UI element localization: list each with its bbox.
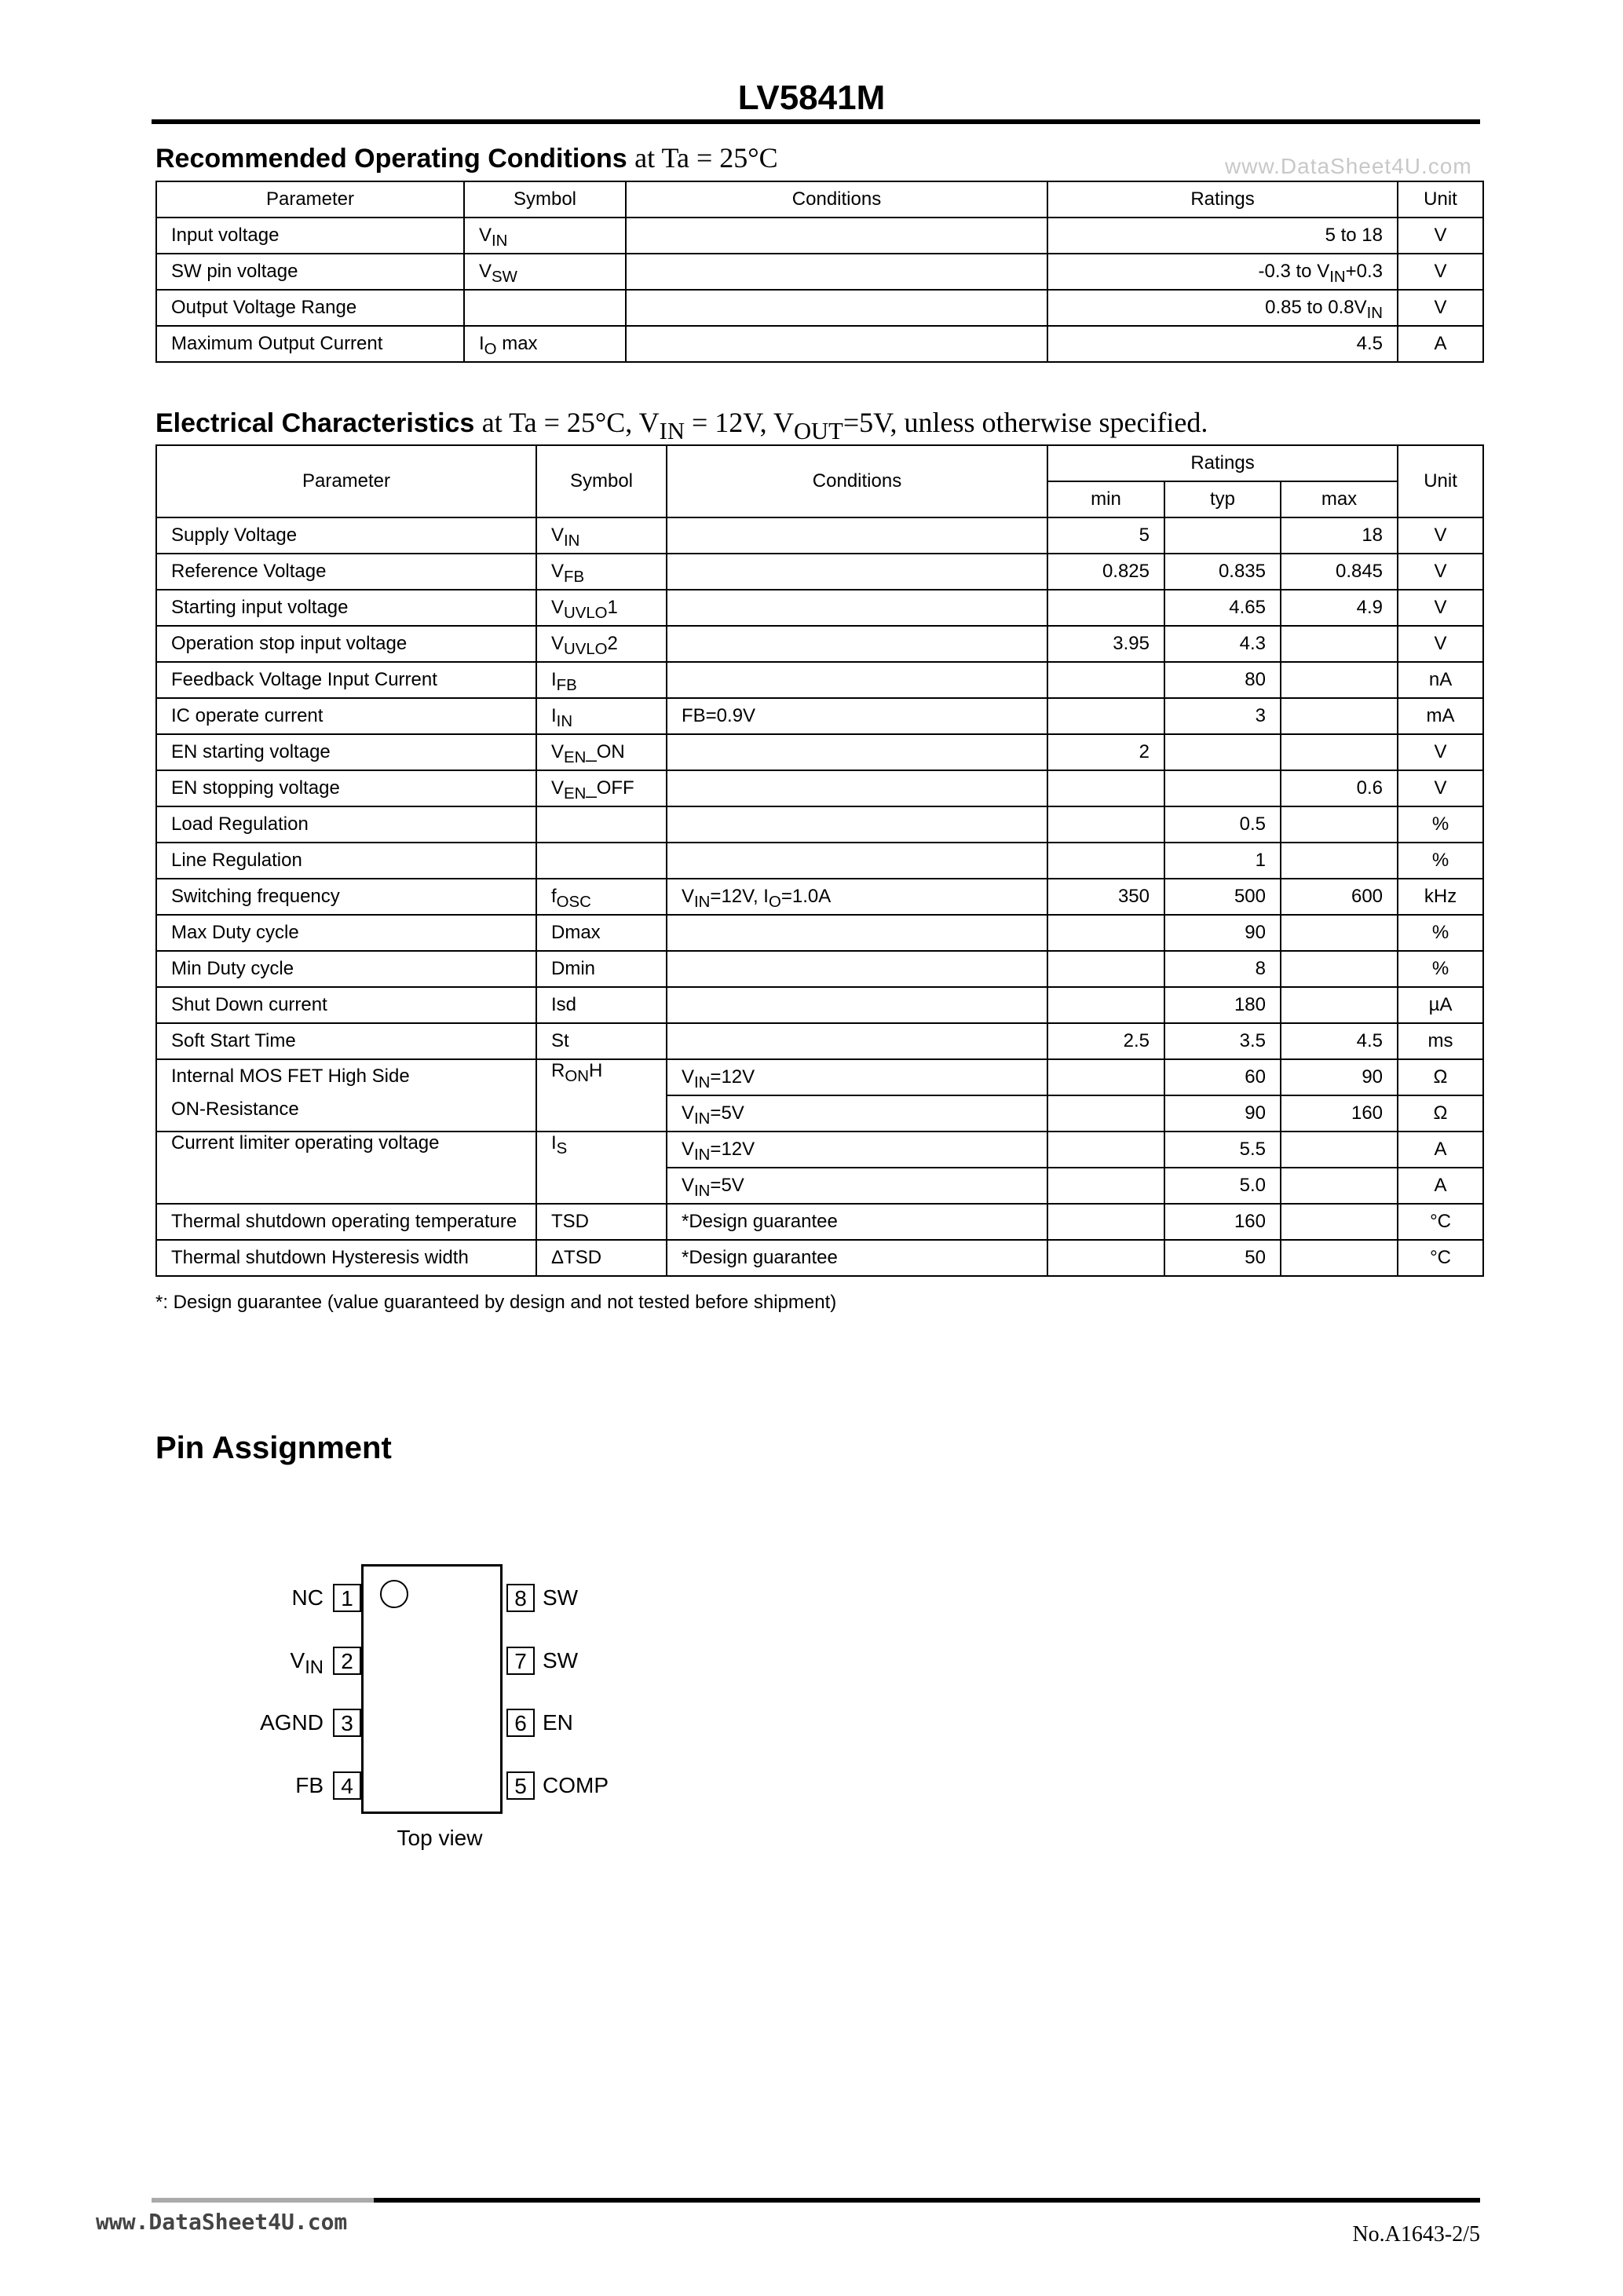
pin-number-1: 1 bbox=[333, 1584, 361, 1612]
table-row bbox=[156, 590, 1483, 626]
symbol-cell: ΔTSD bbox=[536, 1240, 667, 1276]
table-row bbox=[156, 1132, 1483, 1168]
max-cell bbox=[1281, 843, 1398, 879]
table-row bbox=[156, 951, 1483, 987]
footer-rule bbox=[374, 2198, 1480, 2203]
table-row bbox=[156, 843, 1483, 879]
max-cell: 4.9 bbox=[1281, 590, 1398, 626]
min-cell bbox=[1047, 662, 1164, 698]
param-cell: Feedback Voltage Input Current bbox=[156, 662, 536, 698]
min-cell bbox=[1047, 1204, 1164, 1240]
table-row bbox=[156, 626, 1483, 662]
symbol-cell: $I_{FB}$ bbox=[536, 662, 667, 698]
max-cell bbox=[1281, 806, 1398, 843]
min-cell bbox=[1047, 987, 1164, 1023]
roc-col-ratings: Ratings bbox=[1047, 181, 1398, 218]
unit-cell: °C bbox=[1398, 1240, 1483, 1276]
table-row bbox=[156, 662, 1483, 698]
conditions-cell bbox=[667, 951, 1047, 987]
ec-col-parameter: Parameter bbox=[156, 445, 536, 517]
top-view-caption: Top view bbox=[397, 1826, 483, 1850]
conditions-cell bbox=[626, 326, 1047, 362]
design-guarantee-note: *: Design guarantee (value guaranteed by design and not tested before shipment) bbox=[155, 1292, 837, 1313]
unit-cell: A bbox=[1398, 1168, 1483, 1204]
unit-cell: V bbox=[1398, 517, 1483, 554]
roc-table bbox=[155, 181, 1484, 363]
param-cell: Line Regulation bbox=[156, 843, 536, 879]
typ-cell: 500 bbox=[1164, 879, 1281, 915]
min-cell: 3.95 bbox=[1047, 626, 1164, 662]
ec-col-typ: typ bbox=[1164, 481, 1281, 517]
symbol-cell: TSD bbox=[536, 1204, 667, 1240]
min-cell bbox=[1047, 698, 1164, 734]
param-cell: Input voltage bbox=[156, 218, 464, 254]
rating-cell: -0.3 to $V_{IN}+0.3$ bbox=[1047, 254, 1398, 290]
param-cell: Thermal shutdown operating temperature bbox=[156, 1204, 536, 1240]
min-cell bbox=[1047, 915, 1164, 951]
pin-number-2: 2 bbox=[333, 1647, 361, 1675]
symbol-cell: $R_{ON}H$ bbox=[536, 1059, 667, 1132]
table-row bbox=[156, 254, 1483, 290]
roc-condition: at Ta = 25°C bbox=[634, 142, 778, 174]
typ-cell: 90 bbox=[1164, 1095, 1281, 1132]
table-row bbox=[156, 806, 1483, 843]
min-cell bbox=[1047, 1168, 1164, 1204]
ec-title: Electrical Characteristics bbox=[155, 408, 475, 438]
table-row bbox=[156, 879, 1483, 915]
symbol-cell: $V_{IN}$ bbox=[464, 218, 626, 254]
roc-col-parameter: Parameter bbox=[156, 181, 464, 218]
table-row bbox=[156, 734, 1483, 770]
table-row bbox=[156, 290, 1483, 326]
watermark-top: www.DataSheet4U.com bbox=[1225, 154, 1472, 178]
conditions-cell: *Design guarantee bbox=[667, 1240, 1047, 1276]
ec-heading bbox=[155, 406, 1208, 445]
typ-cell: 5.5 bbox=[1164, 1132, 1281, 1168]
max-cell: 0.6 bbox=[1281, 770, 1398, 806]
symbol-cell: $V_{EN}\_ON$ bbox=[536, 734, 667, 770]
unit-cell: V bbox=[1398, 290, 1483, 326]
roc-title: Recommended Operating Conditions bbox=[155, 144, 627, 174]
typ-cell bbox=[1164, 770, 1281, 806]
symbol-cell: $V_{EN}\_OFF$ bbox=[536, 770, 667, 806]
typ-cell: 4.3 bbox=[1164, 626, 1281, 662]
pin-label-4: FB bbox=[295, 1773, 324, 1797]
symbol-cell: Dmin bbox=[536, 951, 667, 987]
pin-number-8: 8 bbox=[506, 1584, 535, 1612]
min-cell: 350 bbox=[1047, 879, 1164, 915]
max-cell bbox=[1281, 987, 1398, 1023]
watermark-bottom: www.DataSheet4U.com bbox=[96, 2209, 348, 2235]
unit-cell: Ω bbox=[1398, 1059, 1483, 1095]
unit-cell: A bbox=[1398, 326, 1483, 362]
typ-cell: 8 bbox=[1164, 951, 1281, 987]
conditions-cell bbox=[667, 1023, 1047, 1059]
min-cell bbox=[1047, 843, 1164, 879]
param-cell: Supply Voltage bbox=[156, 517, 536, 554]
min-cell bbox=[1047, 806, 1164, 843]
typ-cell bbox=[1164, 517, 1281, 554]
max-cell bbox=[1281, 1132, 1398, 1168]
max-cell bbox=[1281, 1168, 1398, 1204]
param-cell: Switching frequency bbox=[156, 879, 536, 915]
typ-cell: 4.65 bbox=[1164, 590, 1281, 626]
ec-col-ratings: Ratings bbox=[1047, 445, 1398, 481]
unit-cell: Ω bbox=[1398, 1095, 1483, 1132]
table-row bbox=[156, 1240, 1483, 1276]
param-cell: Maximum Output Current bbox=[156, 326, 464, 362]
top-rule bbox=[152, 119, 1480, 124]
conditions-cell bbox=[626, 254, 1047, 290]
min-cell: 5 bbox=[1047, 517, 1164, 554]
unit-cell: kHz bbox=[1398, 879, 1483, 915]
min-cell bbox=[1047, 1095, 1164, 1132]
conditions-cell bbox=[667, 554, 1047, 590]
typ-cell: 80 bbox=[1164, 662, 1281, 698]
param-cell: Output Voltage Range bbox=[156, 290, 464, 326]
param-cell: Reference Voltage bbox=[156, 554, 536, 590]
param-cell: SW pin voltage bbox=[156, 254, 464, 290]
typ-cell: 3.5 bbox=[1164, 1023, 1281, 1059]
symbol-cell: Isd bbox=[536, 987, 667, 1023]
unit-cell: V bbox=[1398, 626, 1483, 662]
ec-col-unit: Unit bbox=[1398, 445, 1483, 517]
symbol-cell bbox=[536, 806, 667, 843]
roc-header-row bbox=[156, 181, 1483, 218]
typ-cell: 0.5 bbox=[1164, 806, 1281, 843]
param-cell: Min Duty cycle bbox=[156, 951, 536, 987]
conditions-cell bbox=[667, 517, 1047, 554]
typ-cell: 5.0 bbox=[1164, 1168, 1281, 1204]
max-cell bbox=[1281, 1204, 1398, 1240]
conditions-cell bbox=[667, 734, 1047, 770]
conditions-cell bbox=[667, 626, 1047, 662]
symbol-cell: $V_{IN}$ bbox=[536, 517, 667, 554]
pin-number-7: 7 bbox=[506, 1647, 535, 1675]
unit-cell: % bbox=[1398, 843, 1483, 879]
unit-cell: % bbox=[1398, 806, 1483, 843]
unit-cell: V bbox=[1398, 770, 1483, 806]
param-cell: Thermal shutdown Hysteresis width bbox=[156, 1240, 536, 1276]
ec-header-row bbox=[156, 445, 1483, 481]
max-cell: 600 bbox=[1281, 879, 1398, 915]
param-cell: Current limiter operating voltage bbox=[156, 1132, 536, 1204]
param-cell: Shut Down current bbox=[156, 987, 536, 1023]
unit-cell: % bbox=[1398, 915, 1483, 951]
typ-cell: 3 bbox=[1164, 698, 1281, 734]
max-cell: 18 bbox=[1281, 517, 1398, 554]
conditions-cell bbox=[667, 662, 1047, 698]
pin1-marker-icon bbox=[380, 1580, 408, 1608]
conditions-cell bbox=[667, 806, 1047, 843]
symbol-cell: $I_S$ bbox=[536, 1132, 667, 1204]
roc-col-conditions: Conditions bbox=[626, 181, 1047, 218]
rating-cell: 0.85 to $0.8V_{IN}$ bbox=[1047, 290, 1398, 326]
typ-cell: 0.835 bbox=[1164, 554, 1281, 590]
pin-label-8: SW bbox=[543, 1585, 579, 1610]
max-cell bbox=[1281, 698, 1398, 734]
max-cell: 4.5 bbox=[1281, 1023, 1398, 1059]
pin-label-6: EN bbox=[543, 1710, 573, 1735]
table-row bbox=[156, 517, 1483, 554]
table-row bbox=[156, 770, 1483, 806]
max-cell: 90 bbox=[1281, 1059, 1398, 1095]
rating-cell: 4.5 bbox=[1047, 326, 1398, 362]
min-cell: 2 bbox=[1047, 734, 1164, 770]
param-cell: Starting input voltage bbox=[156, 590, 536, 626]
unit-cell: °C bbox=[1398, 1204, 1483, 1240]
rating-cell: 5 to 18 bbox=[1047, 218, 1398, 254]
param-cell: Soft Start Time bbox=[156, 1023, 536, 1059]
typ-cell: 160 bbox=[1164, 1204, 1281, 1240]
unit-cell: V bbox=[1398, 554, 1483, 590]
typ-cell: 1 bbox=[1164, 843, 1281, 879]
symbol-cell: $V_{FB}$ bbox=[536, 554, 667, 590]
roc-col-unit: Unit bbox=[1398, 181, 1483, 218]
param-cell: EN stopping voltage bbox=[156, 770, 536, 806]
pin-number-6: 6 bbox=[506, 1709, 535, 1737]
typ-cell: 50 bbox=[1164, 1240, 1281, 1276]
pin-label-2: $V_{IN}$ bbox=[290, 1648, 324, 1679]
pin-label-3: AGND bbox=[260, 1710, 324, 1735]
conditions-cell bbox=[626, 290, 1047, 326]
pin-number-3: 3 bbox=[333, 1709, 361, 1737]
unit-cell: mA bbox=[1398, 698, 1483, 734]
symbol-cell: $I_O$ max bbox=[464, 326, 626, 362]
typ-cell: 90 bbox=[1164, 915, 1281, 951]
min-cell bbox=[1047, 1240, 1164, 1276]
pin-label-1: NC bbox=[291, 1585, 324, 1610]
max-cell bbox=[1281, 951, 1398, 987]
unit-cell: A bbox=[1398, 1132, 1483, 1168]
conditions-cell: *Design guarantee bbox=[667, 1204, 1047, 1240]
unit-cell: V bbox=[1398, 590, 1483, 626]
conditions-cell bbox=[667, 987, 1047, 1023]
unit-cell: V bbox=[1398, 254, 1483, 290]
min-cell bbox=[1047, 590, 1164, 626]
min-cell: 0.825 bbox=[1047, 554, 1164, 590]
param-cell: Operation stop input voltage bbox=[156, 626, 536, 662]
ec-col-max: max bbox=[1281, 481, 1398, 517]
conditions-cell bbox=[626, 218, 1047, 254]
param-cell: Max Duty cycle bbox=[156, 915, 536, 951]
min-cell bbox=[1047, 770, 1164, 806]
symbol-cell bbox=[536, 843, 667, 879]
pin-number-5: 5 bbox=[506, 1771, 535, 1800]
symbol-cell: $V_{UVLO}2$ bbox=[536, 626, 667, 662]
conditions-cell: FB=0.9V bbox=[667, 698, 1047, 734]
page-title: LV5841M bbox=[737, 79, 886, 117]
max-cell bbox=[1281, 1240, 1398, 1276]
min-cell bbox=[1047, 951, 1164, 987]
param-cell: Internal MOS FET High Side ON-Resistance bbox=[156, 1059, 536, 1132]
conditions-cell: $V_{IN}=5V$ bbox=[667, 1168, 1047, 1204]
unit-cell: V bbox=[1398, 218, 1483, 254]
ec-col-min: min bbox=[1047, 481, 1164, 517]
conditions-cell: $V_{IN}=5V$ bbox=[667, 1095, 1047, 1132]
pin-number-4: 4 bbox=[333, 1771, 361, 1800]
symbol-cell: $I_{IN}$ bbox=[536, 698, 667, 734]
min-cell bbox=[1047, 1132, 1164, 1168]
pin-assignment-title: Pin Assignment bbox=[155, 1431, 392, 1465]
pin-label-5: COMP bbox=[543, 1773, 609, 1797]
ec-col-conditions: Conditions bbox=[667, 445, 1047, 517]
unit-cell: µA bbox=[1398, 987, 1483, 1023]
max-cell bbox=[1281, 915, 1398, 951]
table-row bbox=[156, 554, 1483, 590]
table-row bbox=[156, 326, 1483, 362]
max-cell: 0.845 bbox=[1281, 554, 1398, 590]
table-row bbox=[156, 1204, 1483, 1240]
max-cell bbox=[1281, 662, 1398, 698]
table-row bbox=[156, 1059, 1483, 1095]
symbol-cell: $V_{SW}$ bbox=[464, 254, 626, 290]
max-cell bbox=[1281, 626, 1398, 662]
conditions-cell bbox=[667, 770, 1047, 806]
typ-cell: 60 bbox=[1164, 1059, 1281, 1095]
roc-col-symbol: Symbol bbox=[464, 181, 626, 218]
roc-heading bbox=[155, 141, 778, 174]
typ-cell bbox=[1164, 734, 1281, 770]
symbol-cell: St bbox=[536, 1023, 667, 1059]
unit-cell: % bbox=[1398, 951, 1483, 987]
symbol-cell: $f_{OSC}$ bbox=[536, 879, 667, 915]
page-number: No.A1643-2/5 bbox=[1352, 2222, 1480, 2247]
conditions-cell bbox=[667, 843, 1047, 879]
min-cell: 2.5 bbox=[1047, 1023, 1164, 1059]
unit-cell: V bbox=[1398, 734, 1483, 770]
unit-cell: nA bbox=[1398, 662, 1483, 698]
table-row bbox=[156, 915, 1483, 951]
min-cell bbox=[1047, 1059, 1164, 1095]
footer-rule-gray bbox=[152, 2198, 374, 2203]
table-row bbox=[156, 218, 1483, 254]
ec-condition: at Ta = 25°C, $V_{IN} = 12V$, $V_{OUT}=5V$, unless otherwise specified. bbox=[481, 407, 1208, 445]
conditions-cell: $V_{IN}=12V$, $I_O=1.0A$ bbox=[667, 879, 1047, 915]
ec-col-symbol: Symbol bbox=[536, 445, 667, 517]
ec-table-body bbox=[156, 517, 1483, 1276]
table-row bbox=[156, 987, 1483, 1023]
table-row bbox=[156, 1023, 1483, 1059]
ec-table bbox=[155, 444, 1484, 1277]
conditions-cell: $V_{IN}=12V$ bbox=[667, 1059, 1047, 1095]
param-cell: IC operate current bbox=[156, 698, 536, 734]
conditions-cell: $V_{IN}=12V$ bbox=[667, 1132, 1047, 1168]
max-cell: 160 bbox=[1281, 1095, 1398, 1132]
pin-label-7: SW bbox=[543, 1648, 579, 1673]
max-cell bbox=[1281, 734, 1398, 770]
conditions-cell bbox=[667, 590, 1047, 626]
conditions-cell bbox=[667, 915, 1047, 951]
unit-cell: ms bbox=[1398, 1023, 1483, 1059]
param-cell: EN starting voltage bbox=[156, 734, 536, 770]
symbol-cell: $V_{UVLO}1$ bbox=[536, 590, 667, 626]
param-cell: Load Regulation bbox=[156, 806, 536, 843]
symbol-cell: Dmax bbox=[536, 915, 667, 951]
table-row bbox=[156, 698, 1483, 734]
typ-cell: 180 bbox=[1164, 987, 1281, 1023]
symbol-cell bbox=[464, 290, 626, 326]
